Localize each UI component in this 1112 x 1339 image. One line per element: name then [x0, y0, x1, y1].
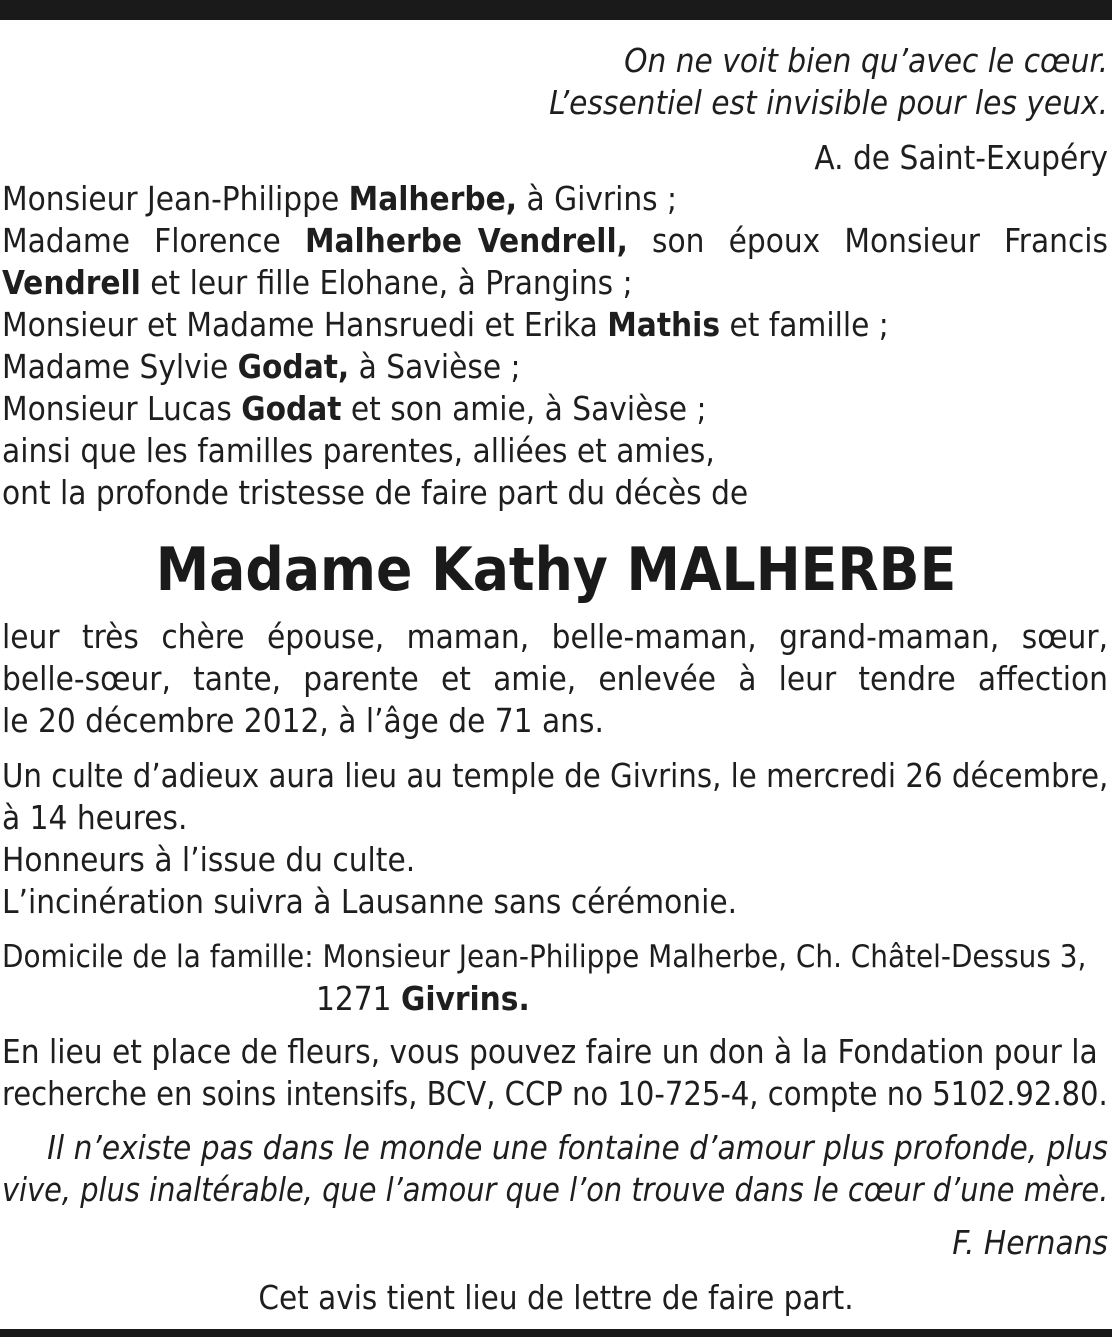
ceremony-line-3: Honneurs à l’issue du culte. [2, 840, 416, 879]
family-line-7: ainsi que les familles parentes, alliées et amies, [2, 431, 715, 470]
ceremony-line-4: L’incinération suivra à Lausanne sans cérémonie. [2, 882, 738, 921]
closing-quote-line-2: vive, plus inaltérable, que l’amour que l’on trouve dans le cœur d’une mère. [1, 1170, 1108, 1209]
epigraph-line-2: L’essentiel est invisible pour les yeux. [549, 83, 1108, 122]
donation-line-1: En lieu et place de fleurs, vous pouvez faire un don à la Fondation pour la [2, 1032, 1098, 1071]
closing-quote-line-1: Il n’existe pas dans le monde une fontaine d’amour plus profonde, plus [47, 1128, 1108, 1167]
ceremony-line-1: Un culte d’adieux aura lieu au temple de Givrins, le mercredi 26 décembre, [2, 756, 1109, 795]
donation-line-2: recherche en soins intensifs, BCV, CCP no 10-725-4, compte no 5102.92.80. [2, 1074, 1108, 1113]
surname: Mathis [607, 305, 721, 344]
closing-quote-author: F. Hernans [952, 1223, 1108, 1262]
domicile-line-1: Domicile de la famille: Monsieur Jean-Philippe Malherbe, Ch. Châtel-Dessus 3, [2, 939, 1087, 975]
tribute-line-3: le 20 décembre 2012, à l’âge de 71 ans. [2, 701, 604, 740]
domicile-town: Givrins. [400, 979, 530, 1018]
family-line-2: Madame Florence Malherbe Vendrell, son époux Monsieur Francis [2, 221, 1108, 260]
tribute-line-1: leur très chère épouse, maman, belle-maman, grand-maman, sœur, [2, 617, 1109, 656]
surname: Malherbe, [348, 179, 518, 218]
surname: Godat [241, 389, 342, 428]
surname: Malherbe Vendrell, [304, 221, 628, 260]
epigraph-author: A. de Saint-Exupéry [814, 138, 1108, 177]
family-line-6: Monsieur Lucas Godat et son amie, à Savièse ; [2, 389, 707, 428]
surname: Godat, [237, 347, 350, 386]
domicile-line-2: 1271 Givrins. [316, 979, 530, 1018]
family-line-1: Monsieur Jean-Philippe Malherbe, à Givrins ; [2, 179, 678, 218]
footer-note: Cet avis tient lieu de lettre de faire part. [258, 1278, 854, 1317]
epigraph-line-1: On ne voit bien qu’avec le cœur. [624, 41, 1108, 80]
family-line-8: ont la profonde tristesse de faire part du décès de [2, 473, 749, 512]
bottom-rule [0, 1329, 1112, 1337]
family-line-5: Madame Sylvie Godat, à Savièse ; [2, 347, 521, 386]
top-rule [0, 0, 1112, 20]
family-line-3: Vendrell et leur fille Elohane, à Prangins ; [2, 263, 633, 302]
family-line-4: Monsieur et Madame Hansruedi et Erika Mathis et famille ; [2, 305, 889, 344]
deceased-name: Madame Kathy MALHERBE [155, 535, 957, 605]
ceremony-line-2: à 14 heures. [2, 798, 188, 837]
tribute-line-2: belle-sœur, tante, parente et amie, enlevée à leur tendre affection [2, 659, 1109, 698]
surname: Vendrell [2, 263, 141, 302]
